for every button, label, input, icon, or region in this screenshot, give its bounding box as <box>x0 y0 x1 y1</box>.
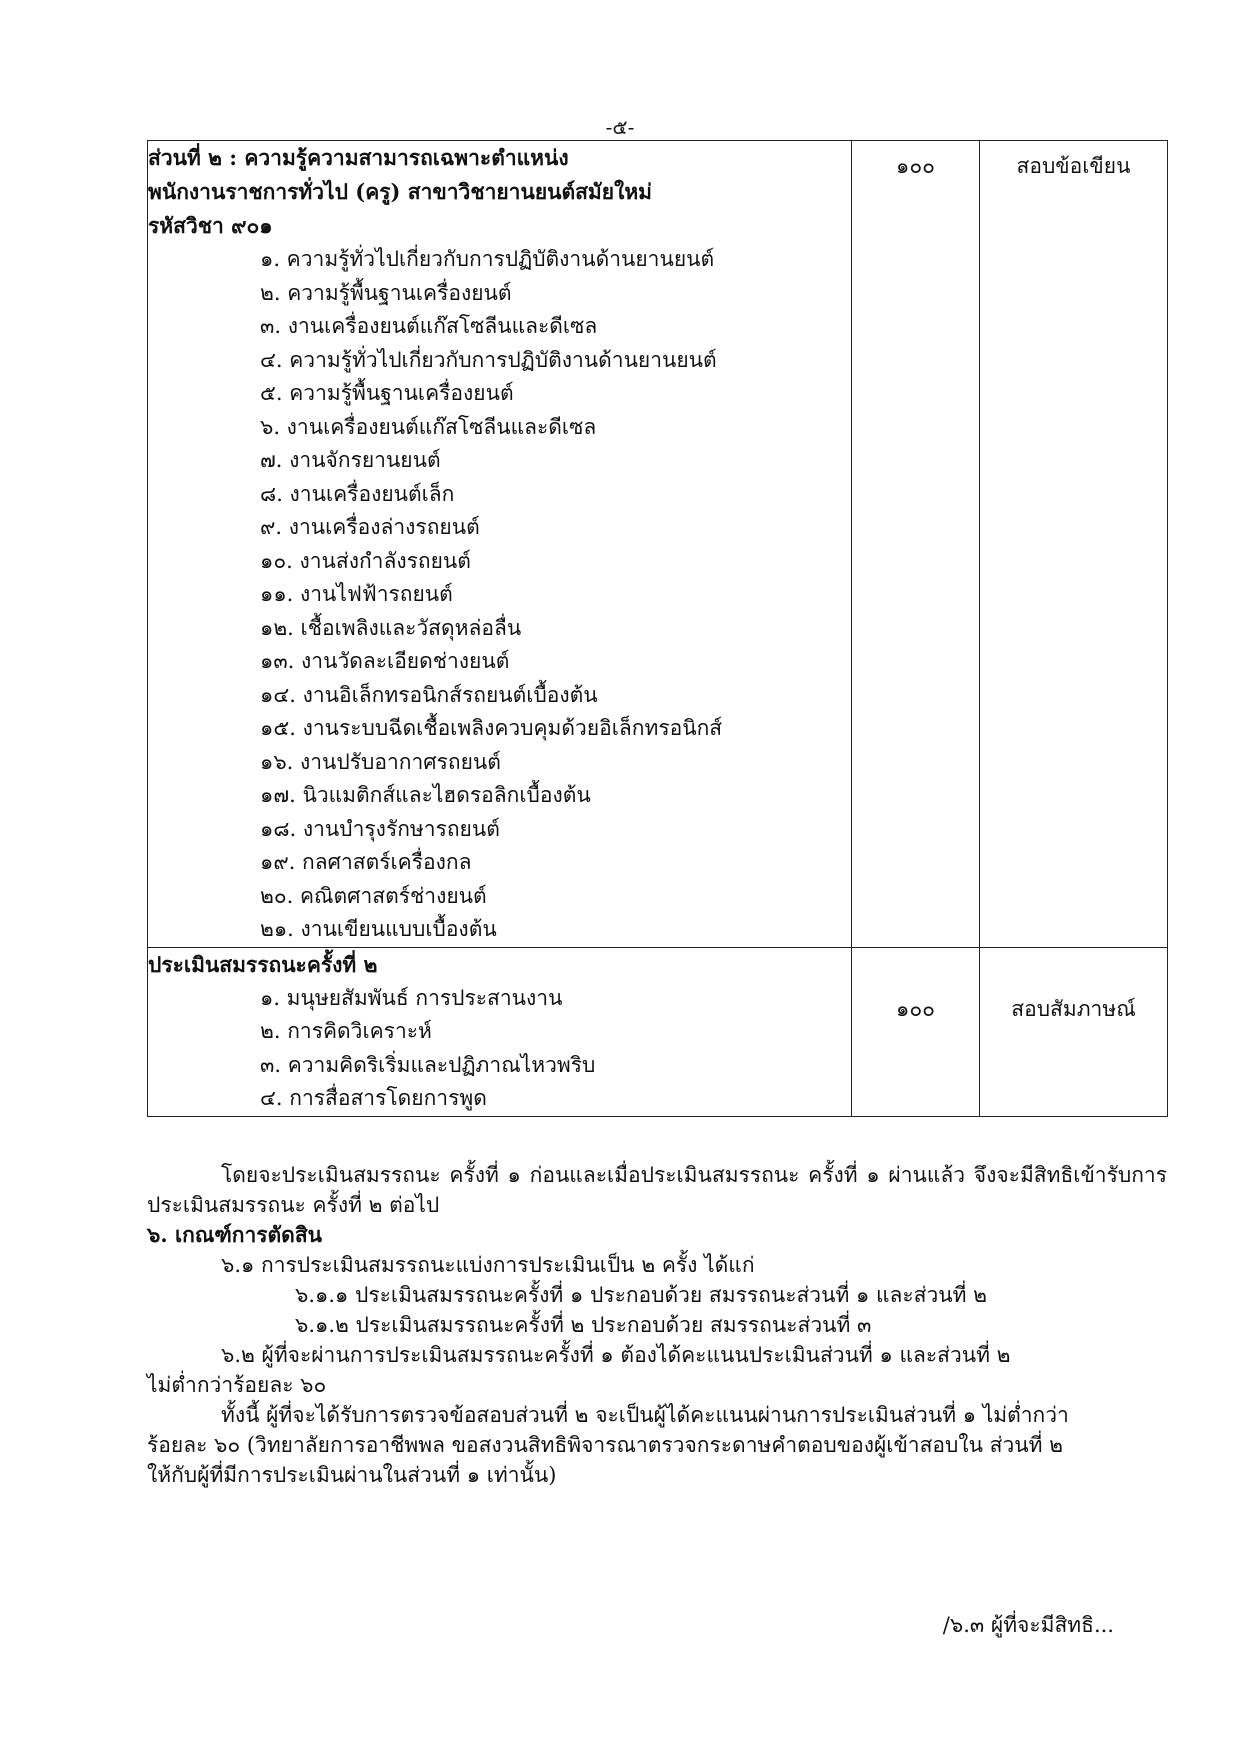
section-2-item: ๖. งานเครื่องยนต์แก๊สโซลีนและดีเซล <box>260 414 597 439</box>
section-2-item: ๑. ความรู้ทั่วไปเกี่ยวกับการปฏิบัติงานด้านยานยนต์ <box>260 247 715 271</box>
section-2-item: ๑๗. นิวแมติกส์และไฮดรอลิกเบื้องต้น <box>260 783 591 807</box>
section-2-item: ๑๓. งานวัดละเอียดช่างยนต์ <box>260 649 510 673</box>
heading-judging-criteria: ๖. เกณฑ์การตัดสิน <box>147 1222 322 1247</box>
clause-6-1: ๖.๑ การประเมินสมรรถนะแบ่งการประเมินเป็น ๒ ครั้ง ได้แก่ <box>221 1253 755 1277</box>
clause-6-1-2: ๖.๑.๒ ประเมินสมรรถนะครั้งที่ ๒ ประกอบด้วย สมรรถนะส่วนที่ ๓ <box>295 1313 872 1337</box>
assessment-2-row <box>148 947 1168 1116</box>
assessment-2-method-cell <box>980 947 1168 1116</box>
clause-6-2-line-1: ๖.๒ ผู้ที่จะผ่านการประเมินสมรรถนะครั้งที่ ๑ ต้องได้คะแนนประเมินส่วนที่ ๑ และส่วนที่ ๒ <box>221 1343 1011 1367</box>
assessment-2-method: สอบสัมภาษณ์ <box>1011 996 1136 1021</box>
section-2-item: ๒๐. คณิตศาสตร์ช่างยนต์ <box>260 883 487 908</box>
section-2-item: ๒๑. งานเขียนแบบเบื้องต้น <box>260 917 497 941</box>
assessment-2-item-list <box>148 982 851 1116</box>
section-2-item: ๙. งานเครื่องล่างรถยนต์ <box>260 515 480 539</box>
assessment-2-item: ๑. มนุษยสัมพันธ์ การประสานงาน <box>260 985 563 1010</box>
assessment-2-item: ๒. การคิดวิเคราะห์ <box>260 1019 432 1043</box>
note-line-1: ทั้งนี้ ผู้ที่จะได้รับการตรวจข้อสอบส่วนที่ ๒ จะเป็นผู้ได้คะแนนผ่านการประเมินส่วนที่ ๑ ไม่ต่ำกว่า <box>221 1403 1069 1427</box>
assessment-2-heading: ประเมินสมรรถนะครั้งที่ ๒ <box>148 951 378 977</box>
body-text <box>147 1160 1167 1490</box>
section-2-score-cell <box>852 141 980 948</box>
section-2-item: ๒. ความรู้พื้นฐานเครื่องยนต์ <box>260 280 512 305</box>
section-2-heading-line-3: รหัสวิชา ๙๐๑ <box>148 213 273 238</box>
assessment-2-score: ๑๐๐ <box>896 996 935 1021</box>
assessment-2-score-cell <box>852 947 980 1116</box>
section-2-item: ๔. ความรู้ทั่วไปเกี่ยวกับการปฏิบัติงานด้านยานยนต์ <box>260 347 717 372</box>
criteria-table <box>147 140 1168 1117</box>
section-2-item: ๗. งานจักรยานยนต์ <box>260 448 441 472</box>
assessment-2-item: ๓. ความคิดริเริ่มและปฏิภาณไหวพริบ <box>260 1052 596 1077</box>
section-2-heading-line-1: ส่วนที่ ๒ : ความรู้ความสามารถเฉพาะตำแหน่ง <box>148 145 569 170</box>
section-2-item: ๑๕. งานระบบฉีดเชื้อเพลิงควบคุมด้วยอิเล็กทรอนิกส์ <box>260 716 723 740</box>
section-2-item: ๑๖. งานปรับอากาศรถยนต์ <box>260 749 501 774</box>
section-2-item: ๑๔. งานอิเล็กทรอนิกส์รถยนต์เบื้องต้น <box>260 682 598 707</box>
section-2-heading-line-2: พนักงานราชการทั่วไป (ครู) สาขาวิชายานยนต์สมัยใหม่ <box>148 179 653 204</box>
clause-6-1-1: ๖.๑.๑ ประเมินสมรรถนะครั้งที่ ๑ ประกอบด้วย สมรรถนะส่วนที่ ๑ และส่วนที่ ๒ <box>295 1283 987 1307</box>
section-2-item: ๕. ความรู้พื้นฐานเครื่องยนต์ <box>260 381 514 405</box>
section-2-content <box>148 141 852 948</box>
section-2-item: ๑๑. งานไฟฟ้ารถยนต์ <box>260 582 453 606</box>
section-2-item: ๘. งานเครื่องยนต์เล็ก <box>260 481 455 506</box>
section-2-item: ๑๙. กลศาสตร์เครื่องกล <box>260 850 472 874</box>
note-line-2: ร้อยละ ๖๐ (วิทยาลัยการอาชีพพล ขอสงวนสิทธิพิจารณาตรวจกระดาษคำตอบของผู้เข้าสอบใน ส่วนที่ ๒ <box>147 1433 1063 1457</box>
section-2-item: ๑๒. เชื้อเพลิงและวัสดุหล่อลื่น <box>260 615 522 640</box>
section-2-item: ๓. งานเครื่องยนต์แก๊สโซลีนและดีเซล <box>260 314 598 338</box>
section-2-item-list <box>148 243 851 947</box>
section-2-row <box>148 141 1168 948</box>
section-2-method: สอบข้อเขียน <box>1016 154 1131 178</box>
assessment-2-item: ๔. การสื่อสารโดยการพูด <box>260 1086 487 1110</box>
section-2-method-cell <box>980 141 1168 948</box>
assessment-2-content <box>148 947 852 1116</box>
note-line-3: ให้กับผู้ที่มีการประเมินผ่านในส่วนที่ ๑ เท่านั้น) <box>147 1463 557 1487</box>
section-2-score: ๑๐๐ <box>896 154 935 178</box>
section-2-item: ๑๐. งานส่งกำลังรถยนต์ <box>260 548 471 573</box>
section-2-item: ๑๘. งานบำรุงรักษารถยนต์ <box>260 816 500 841</box>
paragraph-assessment-order: โดยจะประเมินสมรรถนะ ครั้งที่ ๑ ก่อนและเมื่อประเมินสมรรถนะ ครั้งที่ ๑ ผ่านแล้ว จึงจะมีสิทธิเข้ารับการประเมินสมรรถนะ ครั้งที่ ๒ ต่อไป <box>147 1163 1167 1217</box>
clause-6-2-line-2: ไม่ต่ำกว่าร้อยละ ๖๐ <box>147 1373 327 1397</box>
continuation-footer: /๖.๓ ผู้ที่จะมีสิทธิ... <box>942 1613 1114 1637</box>
page-number: -๕- <box>605 115 635 139</box>
